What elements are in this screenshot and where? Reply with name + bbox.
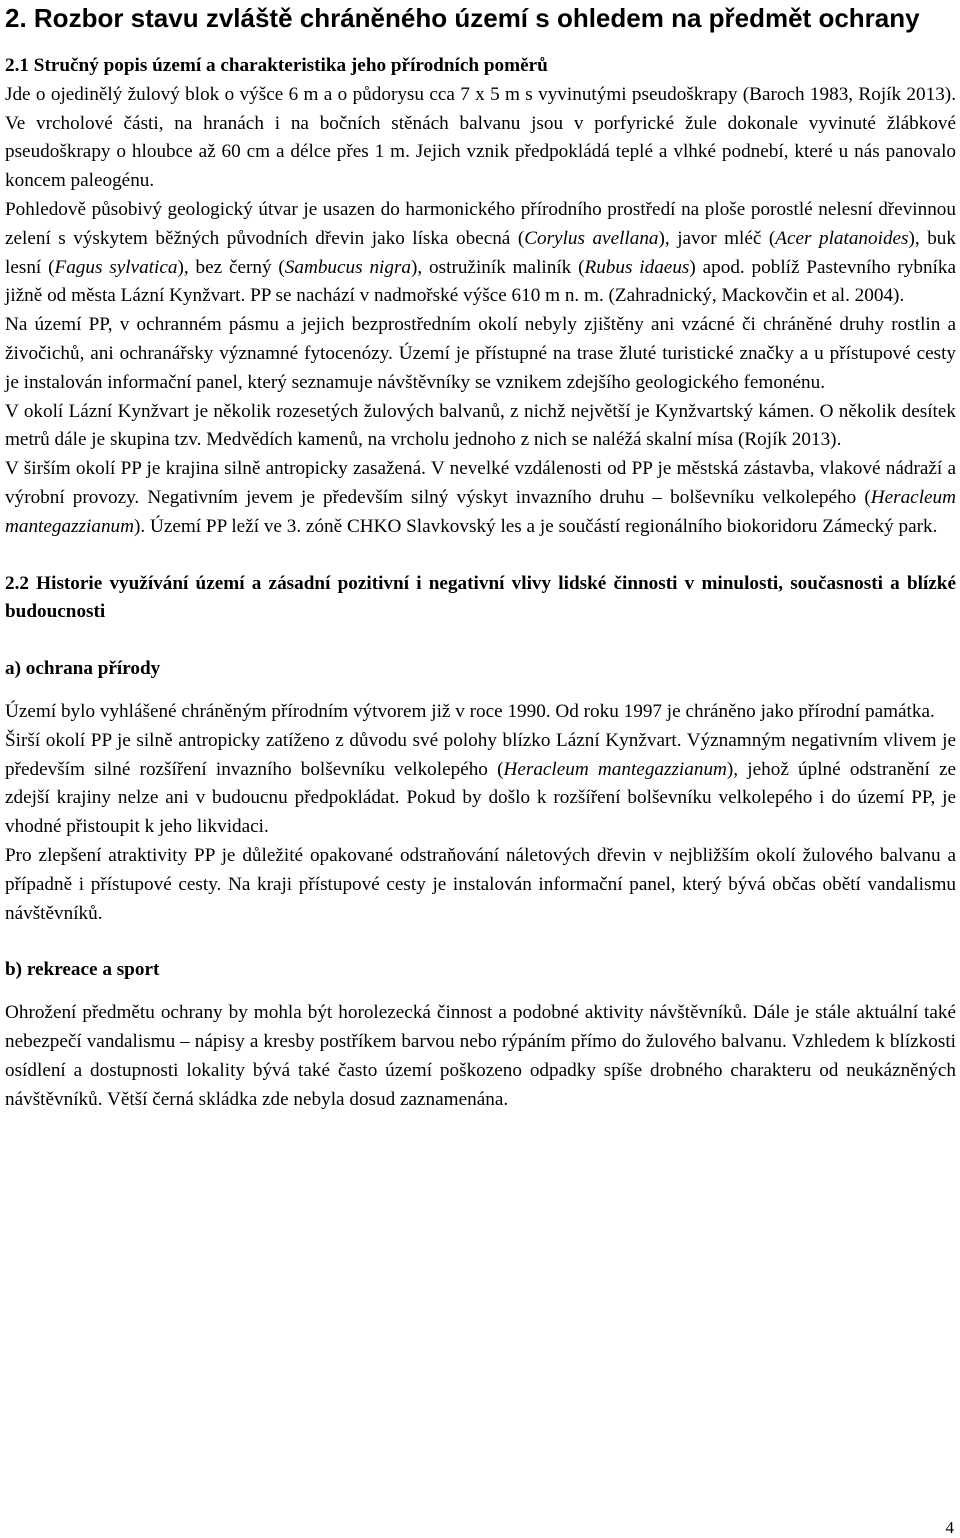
paragraph-recreation-threats: Ohrožení předmětu ochrany by mohla být horolezecká činnost a podobné aktivity návštěvníků. Dále je stále aktuální také nebezpečí vandalismu – nápisy a kresby postříkem barvou nebo rýpáním přímo do žulového balvanu. Vzhledem k blízkosti osídlení a dostupnosti lokality bývá také často území poškozeno odpadky spíše drobného charakteru od neukázněných návštěvníků. Větší černá skládka zde nebyla dosud zaznamenána. bbox=[5, 1002, 956, 1110]
heading-nature-protection: a) ochrana přírody bbox=[5, 658, 161, 680]
paragraph-species: Na území PP, v ochranném pásmu a jejich bezprostředním okolí nebyly zjištěny ani vzácné či chráněné druhy rostlin a živočichů, ani ochranářsky významné fytocenózy. Území je přístupné na trase žluté turistické značky a u přístupové cesty je instalován informační panel, který seznamuje návštěvníky se vznikem zdejšího geologického femonénu. bbox=[5, 314, 956, 393]
subsection-1-heading: 2.1 Stručný popis území a charakteristika jeho přírodních poměrů bbox=[5, 55, 548, 76]
heading-recreation-sport: b) rekreace a sport bbox=[5, 959, 160, 981]
paragraph-maintenance: Pro zlepšení atraktivity PP je důležité opakované odstraňování náletových dřevin v nejbližším okolí žulového balvanu a případně i přístupové cesty. Na kraji přístupové cesty je instalován informační panel, který bývá občas obětí vandalismu návštěvníků. bbox=[5, 844, 956, 924]
paragraph-wider-area: V širším okolí PP je krajina silně antropicky zasažená. V nevelké vzdálenosti od PP je městská zástavba, vlakové nádraží a výrobní provozy. Negativním jevem je především silný výskyt invazního druhu – bolševníku velkolepého (Heracleum mantegazzianum). Území PP leží ve 3. zóně CHKO Slavkovský les a je součástí regionálního biokoridoru Zámecký park. bbox=[5, 458, 956, 537]
subsection-2-heading: 2.2 Historie využívání území a zásadní pozitivní i negativní vlivy lidské činnosti v minulosti, současnosti a blízké budoucnosti bbox=[5, 572, 956, 623]
paragraph-declaration: Území bylo vyhlášené chráněným přírodním výtvorem již v roce 1990. Od roku 1997 je chráněno jako přírodní památka. bbox=[5, 700, 935, 722]
page-number: 4 bbox=[945, 1518, 954, 1537]
section-title: 2. Rozbor stavu zvláště chráněného území s ohledem na předmět ochrany bbox=[5, 3, 920, 33]
paragraph-surroundings: Pohledově působivý geologický útvar je usazen do harmonického přírodního prostředí na ploše porostlé nelesní dřevinnou zelení s výskytem běžných původních dřevin jako líska obecná (Corylus avellana), javor mléč (Acer platanoides), buk lesní (Fagus sylvatica), bez černý (Sambucus nigra), ostružiník maliník (Rubus idaeus) apod. poblíž Pastevního rybníka jižně od města Lázní Kynžvart. PP se nachází v nadmořské výšce 610 m n. m. (Zahradnický, Mackovčin et al. 2004). bbox=[5, 198, 956, 307]
paragraph-boulder-description: Jde o ojedinělý žulový blok o výšce 6 m a o půdorysu cca 7 x 5 m s vyvinutými pseudoškrapy (Baroch 1983, Rojík 2013). Ve vrcholové části, na hranách i na bočních stěnách balvanu jsou v porfyrické žule dokonale vyvinuté žlábkové pseudoškrapy o hloubce až 60 cm a délce přes 1 m. Jejich vznik předpokládá teplé a vlhké podnebí, které u nás panovalo koncem paleogénu. bbox=[5, 83, 956, 192]
paragraph-anthropic-pressure: Širší okolí PP je silně antropicky zatíženo z důvodu své polohy blízko Lázní Kynžvart. Významným negativním vlivem je především silné rozšíření invazního bolševníku velkolepého (Heracleum mantegazzianum), jehož úplné odstranění ze zdejší krajiny nelze ani v budoucnu předpokládat. Pokud by došlo k rozšíření bolševníku velkolepého i do území PP, je vhodné přistoupit k jeho likvidaci. bbox=[5, 729, 956, 838]
paragraph-nearby-boulders: V okolí Lázní Kynžvart je několik rozesetých žulových balvanů, z nichž největší je Kynžvartský kámen. O několik desítek metrů dále je skupina tzv. Medvědích kamenů, na vrcholu jednoho z nich se naléžá skalní mísa (Rojík 2013). bbox=[5, 400, 956, 451]
